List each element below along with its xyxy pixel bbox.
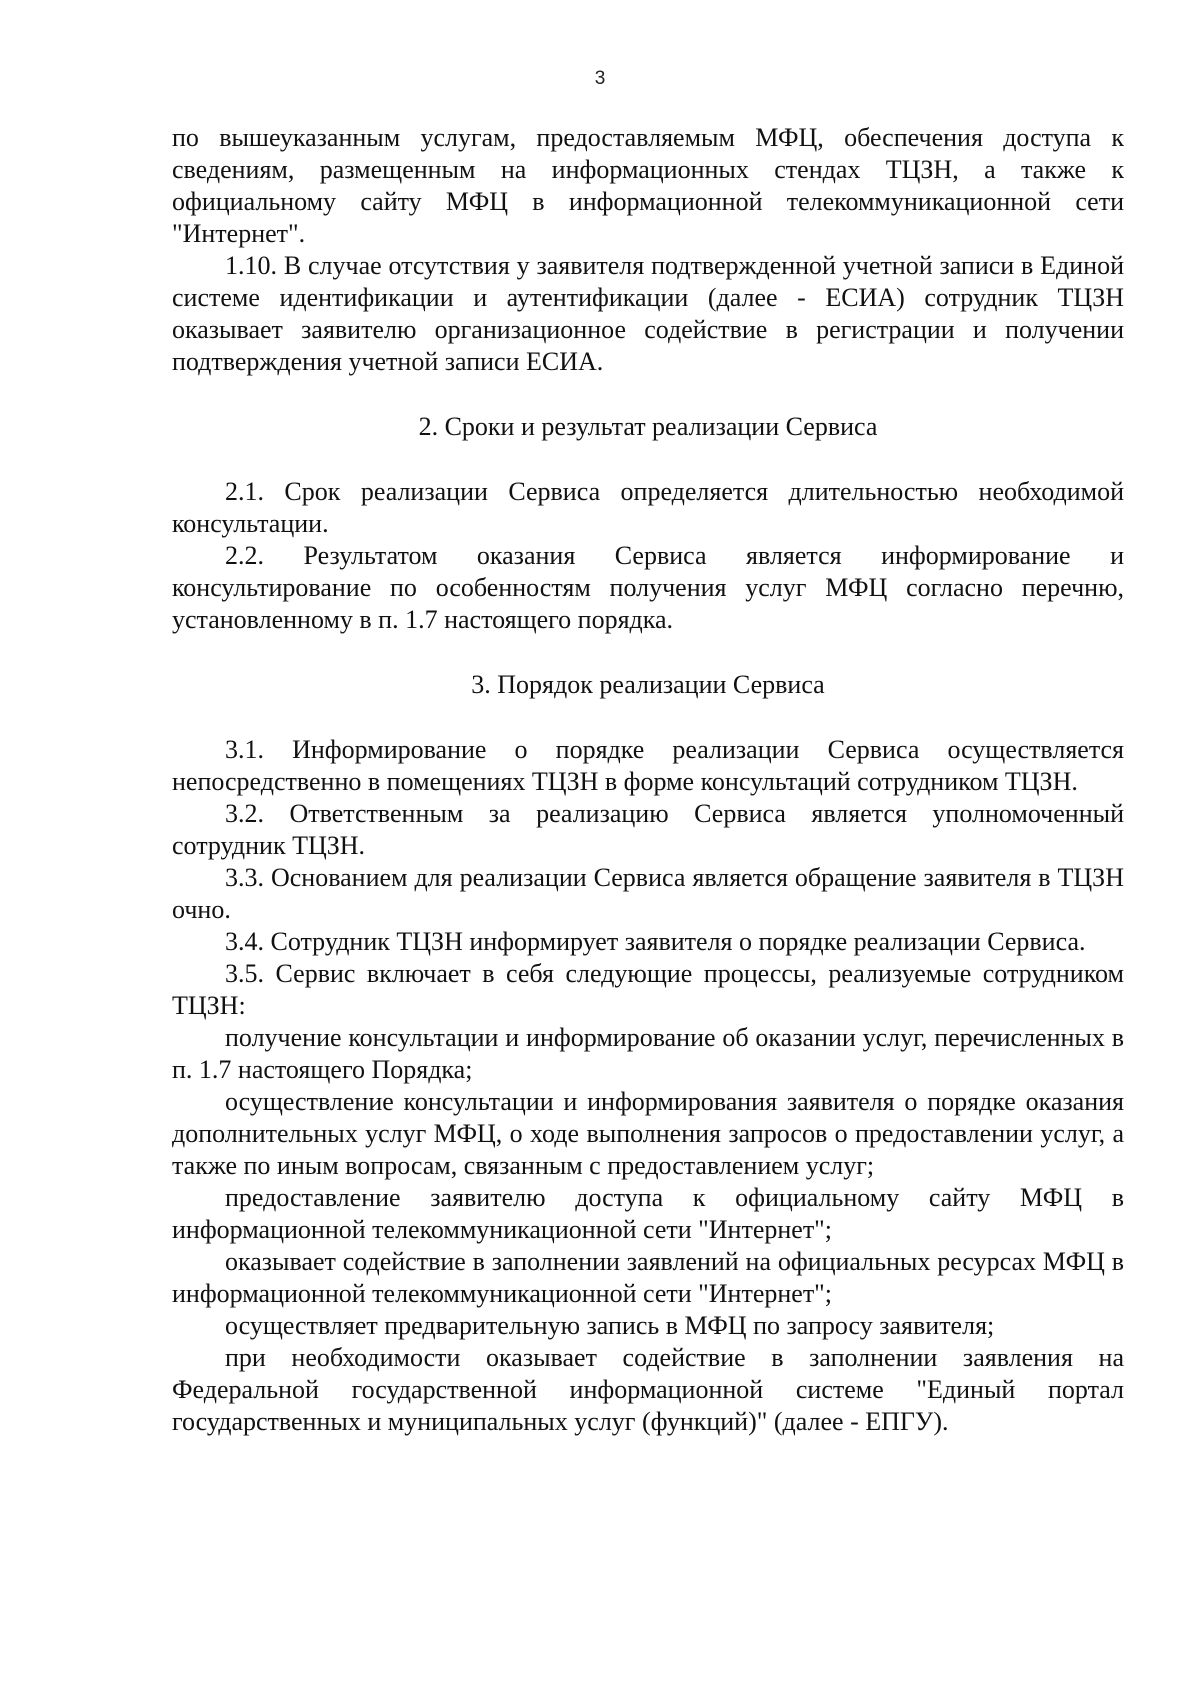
page-number: 3 [594,68,606,89]
paragraph-3-5: 3.5. Сервис включает в себя следующие процессы, реализуемые сотрудником ТЦЗН: [172,959,1124,1020]
list-item-pre-registration: осуществляет предварительную запись в МФЦ по запросу заявителя; [225,1311,995,1340]
paragraph-1-10: 1.10. В случае отсутствия у заявителя подтвержденной учетной записи в Единой системе идентификации и аутентификации (далее - ЕСИА) сотрудник ТЦЗН оказывает заявителю организационное содействие в регистрации и получении подтверждения учетной записи ЕСИА. [172,251,1124,376]
paragraph-continuation: по вышеуказанным услугам, предоставляемым МФЦ, обеспечения доступа к сведениям, размещенным на информационных стендах ТЦЗН, а также к официальному сайту МФЦ в информационной телекоммуникационной сети "Интернет". [172,123,1124,248]
paragraph-3-1: 3.1. Информирование о порядке реализации Сервиса осуществляется непосредственно в помещениях ТЦЗН в форме консультаций сотрудником ТЦЗН. [172,735,1124,796]
section-2-heading: 2. Сроки и результат реализации Сервиса [418,412,878,441]
document-body [172,122,1124,1438]
list-item-application-help: оказывает содействие в заполнении заявлений на официальных ресурсах МФЦ в информационной телекоммуникационной сети "Интернет"; [172,1247,1124,1308]
paragraph-3-3: 3.3. Основанием для реализации Сервиса является обращение заявителя в ТЦЗН очно. [172,863,1124,924]
paragraph-2-1: 2.1. Срок реализации Сервиса определяется длительностью необходимой консультации. [172,477,1124,538]
paragraph-2-2: 2.2. Результатом оказания Сервиса является информирование и консультирование по особенностям получения услуг МФЦ согласно перечню, установленному в п. 1.7 настоящего порядка. [172,541,1124,634]
list-item-epgu-help: при необходимости оказывает содействие в заполнении заявления на Федеральной государственной информационной системе "Единый портал государственных и муниципальных услуг (функций)" (далее - ЕПГУ). [172,1343,1124,1436]
paragraph-3-4: 3.4. Сотрудник ТЦЗН информирует заявителя о порядке реализации Сервиса. [225,927,1086,956]
list-item-informing: осуществление консультации и информирования заявителя о порядке оказания дополнительных услуг МФЦ, о ходе выполнения запросов о предоставлении услуг, а также по иным вопросам, связанным с предоставлением услуг; [172,1087,1124,1180]
paragraph-3-2: 3.2. Ответственным за реализацию Сервиса является уполномоченный сотрудник ТЦЗН. [172,799,1124,860]
list-item-site-access: предоставление заявителю доступа к официальному сайту МФЦ в информационной телекоммуникационной сети "Интернет"; [172,1183,1124,1244]
section-3-heading: 3. Порядок реализации Сервиса [471,670,825,699]
list-item-consultation: получение консультации и информирование об оказании услуг, перечисленных в п. 1.7 настоящего Порядка; [172,1023,1124,1084]
